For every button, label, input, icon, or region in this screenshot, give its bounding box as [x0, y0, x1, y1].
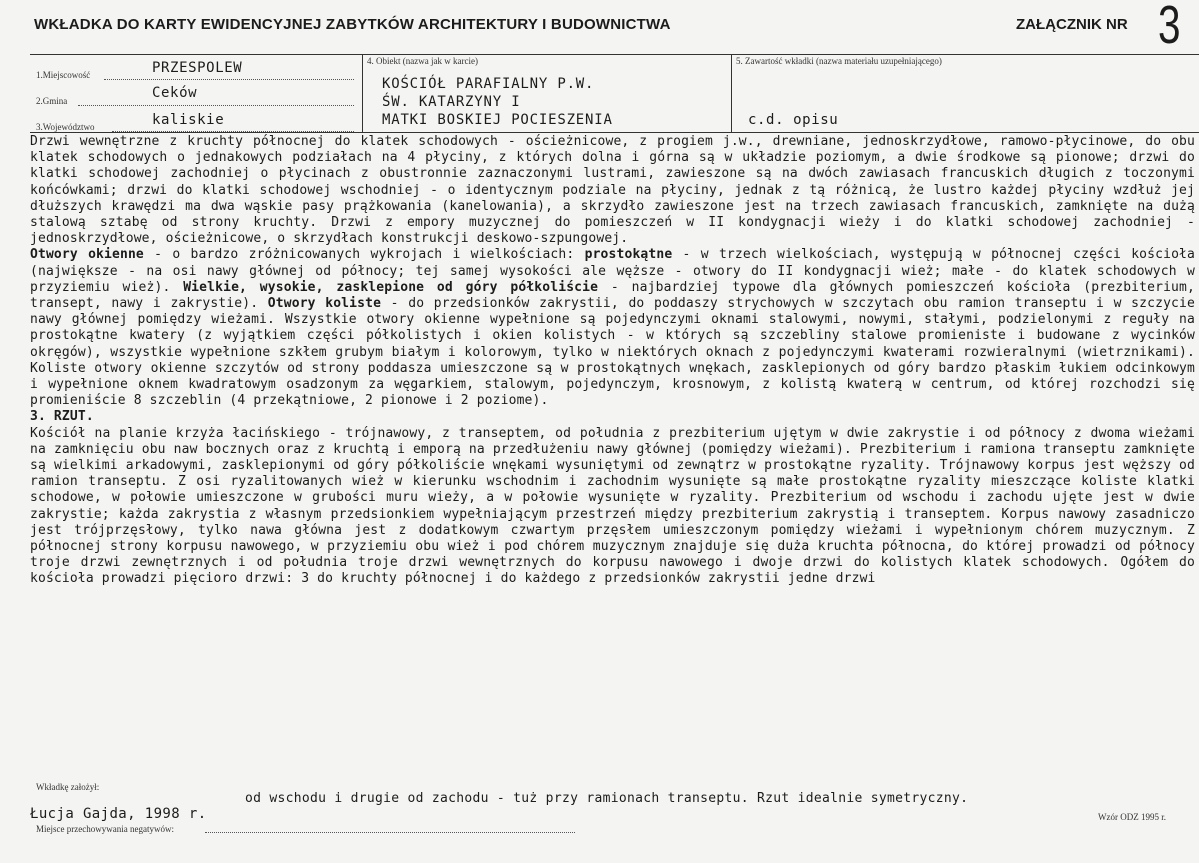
windows-text-g: - do przedsionków zakrystii, do poddaszy strychowych w szczytach obu ramion transeptu i w szczycie nawy głównej pomiędzy wieżami. Wszystkie otwory okienne wypełnione są pojedynczymi oknami stalowymi, nowymi, stałymi, podzielonymi z reguły na prostokątne kwatery (z wyjątkiem części półkolistych i okien kolistych - w których są szczebliny stalowe promieniste i budowane z wycinków okręgów), wszystkie wypełnione szkłem grubym białym i kolorowym, tylko w niektórych oknach z pojedynczymi kwaterami rozwieralnymi (wietrznikami). Koliste otwory okienne szczytów od strony poddasza umieszczone są w prostokątnych wnękach, zasklepionych od góry bardzo płaskim łukiem odcinkowym i wypełnione oknem kwadratowym osadzonym za węgarkiem, stalowym, pojedynczym, krosnowym, z kolistą kwaterą w centrum, od której rozchodzi się promieniście 8 szczeblin (4 przekątniowe, 2 pionowe i 2 poziome). — [30, 296, 1195, 409]
content-label: 5. Zawartość wkładki (nazwa materiału uzupełniającego) — [736, 56, 942, 66]
negatives-dots — [205, 832, 575, 833]
windows-paragraph — [30, 247, 1195, 409]
plan-paragraph: Kościół na planie krzyża łacińskiego - trójnawowy, z transeptem, od południa z prezbiterium ujętym w dwie zakrystie i od północy z dwoma wieżami na zamknięciu obu naw bocznych oraz z kruchtą i emporą na przedłużeniu nawy głównej (pomiędzy wieżami). Prezbiterium i ramiona transeptu zamknięte są wielkimi arkadowymi, zasklepionymi od góry półkoliście wnękami wysuniętymi od zewnątrz w prostokątne ryzality. Trójnawowy korpus jest węższy od ramion transeptu. Z osi ryzalitowanych wież w kierunku wschodnim i zachodnim wysunięte są małe prostokątne ryzality mieszczące koliste klatki schodowe, w połowie umieszczone w grubości muru wieży, a w połowie wysunięte w ryzality. Prezbiterium od wschodu i zachodu ujęte jest w dwie zakrystie; każda zakrystia z własnym przedsionkiem wypełniającym przestrzeń między prezbiterium zakrystią i transeptem. Korpus nawowy zasadniczo jest trójprzęsłowy, tylko nawa główna jest z dodatkowym czwartym przęsłem umieszczonym pomiędzy wieżami i wypełnionym chórem muzycznym. Z północnej strony korpusu nawowego, w przyziemiu obu wież i pod chórem muzycznym znajduje się duża kruchta północna, do której prowadzi od północy troje drzwi zewnętrznych i od południa troje drzwi wewnętrznych do korpusu nawowego i dwoje drzwi do kolistych klatek schodowych. Ogółem do kościoła prowadzi pięcioro drzwi: 3 do kruchty północnej i do każdego z przedsionków zakrystii jedne drzwi — [30, 425, 1195, 587]
header-divider-2 — [731, 54, 732, 132]
prepared-by-label: Wkładkę założył: — [36, 782, 100, 792]
windows-rect-heading: prostokątne — [584, 247, 673, 263]
object-label: 4. Obiekt (nazwa jak w karcie) — [367, 56, 478, 66]
author-signature: Łucja Gajda, 1998 r. — [30, 806, 207, 822]
section-heading: 3. RZUT. — [30, 409, 94, 425]
windows-text-c: - w trzech wielkościach, występują w północnej części kościoła (największe - na osi nawy głównej od północy; tej samej wysokości ale węższe - otwory do II kondygnacji wież; małe - do klatek schodowych w przyziemiu wież). — [30, 247, 1196, 295]
location-value: PRZESPOLEW — [152, 60, 243, 76]
windows-text-a: - o bardzo zróżnicowanych wykrojach i wielkościach: — [143, 247, 585, 263]
object-line-1: KOŚCIÓŁ PARAFIALNY P.W. — [382, 76, 595, 92]
windows-text-e: - najbardziej typowe dla głównych pomieszczeń kościoła (prezbiterium, transept, nawy i zakrystie). — [30, 279, 1195, 312]
windows-arched-heading: Wielkie, wysokie, zasklepione od góry półkoliście — [183, 279, 599, 295]
attachment-number: 3 — [1158, 0, 1181, 55]
object-line-2: ŚW. KATARZYNY I — [382, 94, 521, 110]
header-divider-1 — [362, 54, 363, 132]
description-body — [30, 134, 1195, 588]
header-top-rule — [30, 54, 1199, 55]
form-title: WKŁADKA DO KARTY EWIDENCYJNEJ ZABYTKÓW ARCHITEKTURY I BUDOWNICTWA — [34, 16, 671, 33]
attachment-label: ZAŁĄCZNIK NR — [1016, 16, 1128, 33]
location-label: 1.Miejscowość — [36, 70, 91, 80]
province-dots — [112, 131, 354, 132]
windows-round-heading: Otwory koliste — [267, 296, 382, 312]
doors-paragraph: Drzwi wewnętrzne z kruchty północnej do klatek schodowych - ościeżnicowe, z progiem j.w., drewniane, jednoskrzydłowe, ramowo-płycinowe, do obu klatek schodowych o jednakowych podziałach na 4 płyciny, z których dolna i górna są w układzie poziomym, a dwie środkowe są pionowe; drzwi do klatki schodowej zachodniej o płycinach z obustronnie zaznaczonymi lustrami, zawieszone są na dwóch zawiasach francuskich długich z toczonymi końcówkami; drzwi do klatki schodowej wschodniej - o identycznym podziale na płyciny, jednak z tą różnicą, że lustro każdej płyciny wzdłuż jej dłuższych krawędzi ma dwa wąskie pasy prążkowania (kanelowania), a skrzydło zawieszone jest na trzech zawiasach francuskich, zamknięte na dużą stalową sztabę od strony kruchty. Drzwi z empory muzycznej do pomieszczeń w II kondygnacji wieży i do klatki schodowej zachodniej - jednoskrzydłowe, ościeżnicowe, o skrzydłach konstrukcji deskowo-szpungowej. — [30, 134, 1195, 247]
header-bottom-rule — [30, 132, 1199, 133]
windows-lead: Otwory okienne — [30, 247, 144, 263]
plan-paragraph-last-line: od wschodu i drugie od zachodu - tuż przy ramionach transeptu. Rzut idealnie symetryczny. — [245, 791, 969, 806]
form-code: Wzór ODZ 1995 r. — [1098, 812, 1166, 822]
content-value: c.d. opisu — [748, 112, 839, 128]
object-line-3: MATKI BOSKIEJ POCIESZENIA — [382, 112, 613, 128]
commune-dots — [78, 105, 354, 106]
commune-label: 2.Gmina — [36, 96, 68, 106]
province-label: 3.Województwo — [36, 122, 95, 132]
negatives-label: Miejsce przechowywania negatywów: — [36, 824, 174, 834]
commune-value: Ceków — [152, 85, 198, 101]
province-value: kaliskie — [152, 112, 225, 128]
location-dots — [104, 79, 354, 80]
